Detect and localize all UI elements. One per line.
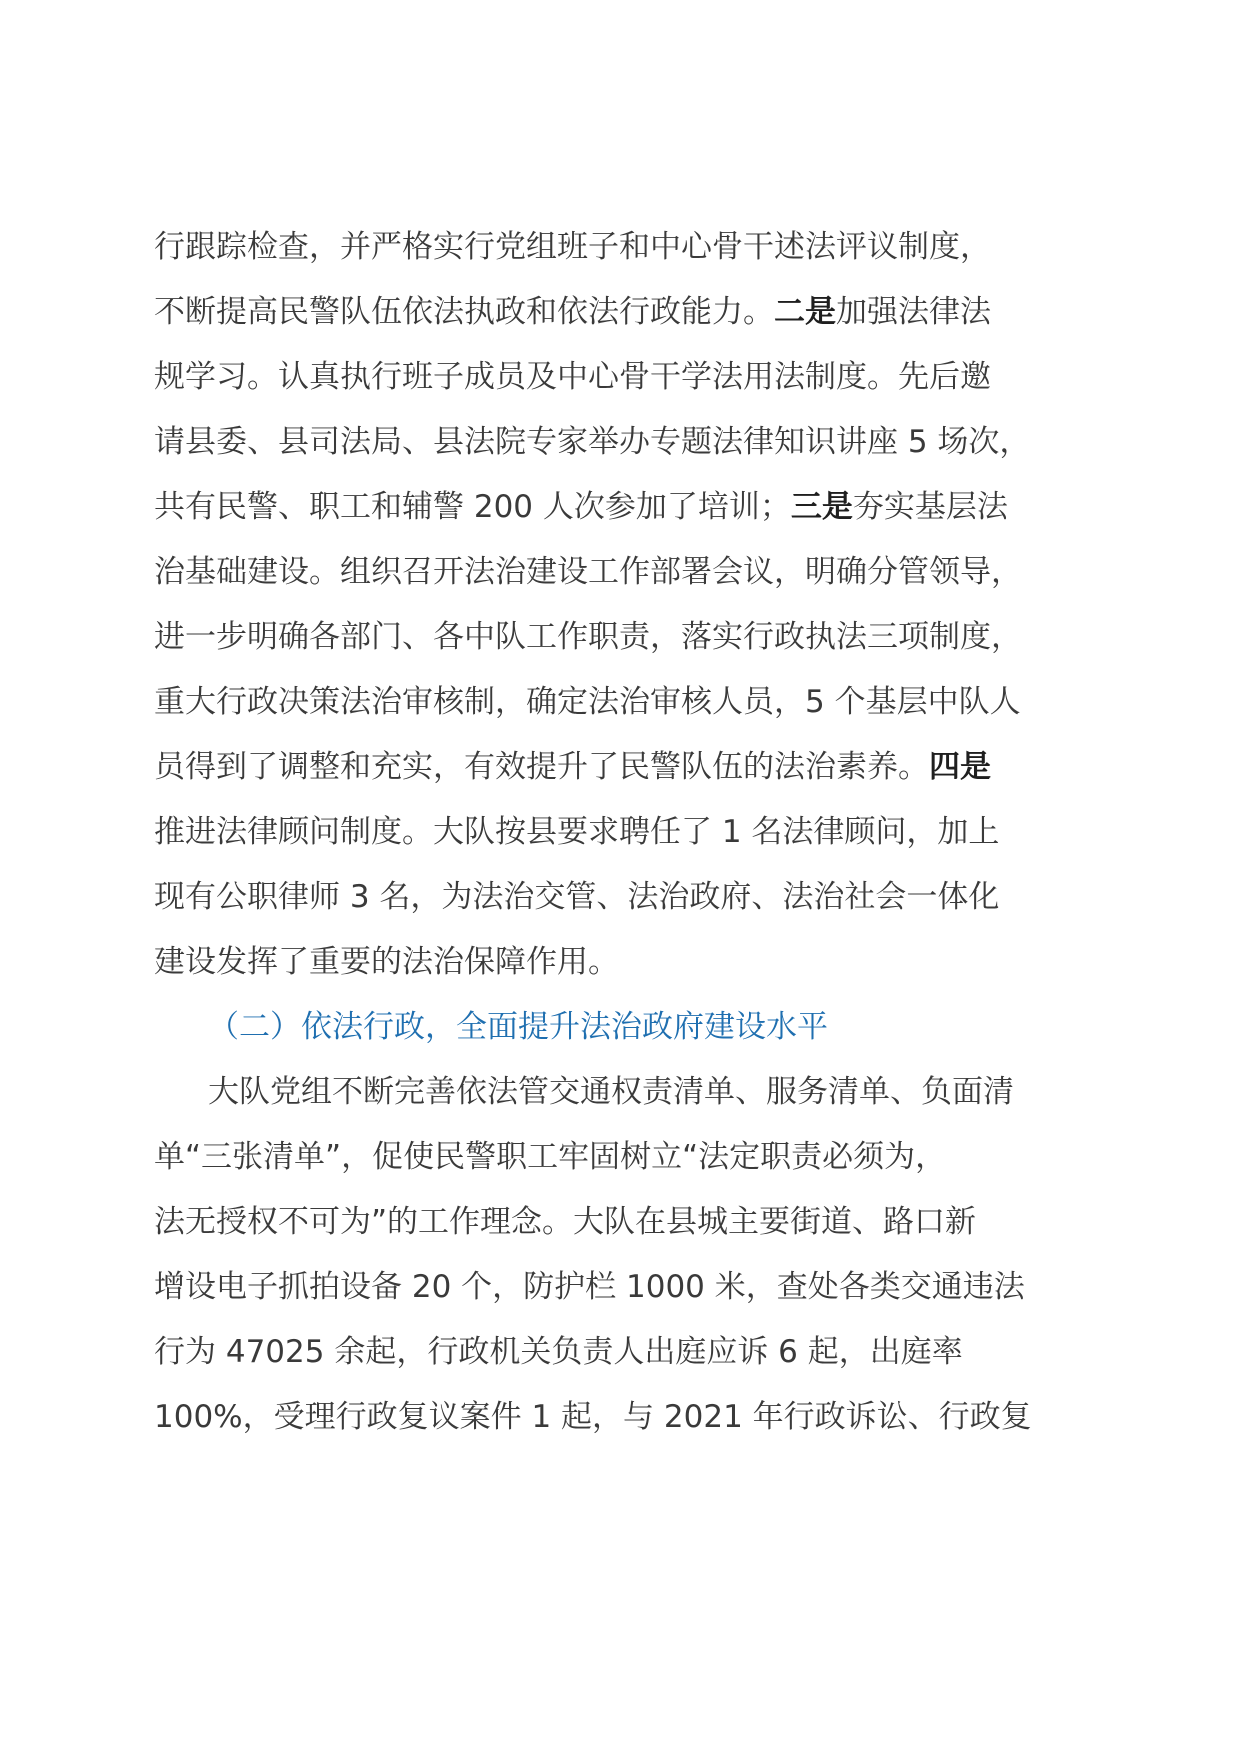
- text-line: [154, 865, 1094, 930]
- text-run: 加强法律法: [836, 294, 991, 330]
- text-line: [154, 475, 1094, 540]
- bold-marker: 三是: [790, 489, 853, 525]
- text-run: 增设电子抓拍设备 20 个，防护栏 1000 米，查处各类交通违法: [154, 1269, 1025, 1305]
- text-run: 夯实基层法: [852, 489, 1008, 525]
- text-line: [154, 345, 1094, 410]
- text-run: 请县委、县司法局、县法院专家举办专题法律知识讲座 5 场次，: [154, 424, 1031, 460]
- text-run: 法无授权不可为”的工作理念。大队在县城主要街道、路口新: [154, 1204, 977, 1240]
- text-line: [154, 280, 1094, 345]
- text-line: [154, 1190, 1094, 1255]
- text-line: [154, 800, 1094, 865]
- text-line: [154, 1060, 1094, 1125]
- text-line: [154, 1320, 1094, 1385]
- text-run: 进一步明确各部门、各中队工作职责，落实行政执法三项制度，: [154, 619, 1022, 655]
- bold-marker: 二是: [774, 294, 836, 330]
- section-heading: [154, 995, 1094, 1060]
- text-run: 治基础建设。组织召开法治建设工作部署会议，明确分管领导，: [154, 554, 1022, 590]
- text-line: [154, 1385, 1094, 1450]
- text-run: 100%，受理行政复议案件 1 起，与 2021 年行政诉讼、行政复: [154, 1399, 1032, 1435]
- text-line: [154, 1125, 1094, 1190]
- text-line: [154, 670, 1094, 735]
- bold-marker: 四是: [929, 749, 991, 785]
- text-line: [154, 735, 1094, 800]
- text-run: 员得到了调整和充实，有效提升了民警队伍的法治素养。: [154, 749, 929, 785]
- text-run: 规学习。认真执行班子成员及中心骨干学法用法制度。先后邀: [154, 359, 991, 395]
- text-line: [154, 605, 1094, 670]
- text-run: 共有民警、职工和辅警 200 人次参加了培训；: [154, 489, 791, 525]
- text-run: 重大行政决策法治审核制，确定法治审核人员，5 个基层中队人: [154, 684, 1021, 720]
- text-run: 不断提高民警队伍依法执政和依法行政能力。: [154, 294, 774, 330]
- text-line: [154, 1255, 1094, 1320]
- text-run: 行为 47025 余起，行政机关负责人出庭应诉 6 起，出庭率: [154, 1334, 963, 1370]
- text-line: [154, 540, 1094, 605]
- text-run: 建设发挥了重要的法治保障作用。: [154, 944, 619, 980]
- text-line: [154, 410, 1094, 475]
- text-run: 现有公职律师 3 名，为法治交管、法治政府、法治社会一体化: [154, 879, 1000, 915]
- text-line: [154, 215, 1094, 280]
- text-run: 行跟踪检查，并严格实行党组班子和中心骨干述法评议制度，: [154, 229, 991, 265]
- text-run: 大队党组不断完善依法管交通权责清单、服务清单、负面清: [208, 1074, 1014, 1110]
- text-run: 推进法律顾问制度。大队按县要求聘任了 1 名法律顾问，加上: [154, 814, 1000, 850]
- text-line: [154, 930, 1094, 995]
- text-run: 单“三张清单”，促使民警职工牢固树立“法定职责必须为，: [154, 1139, 947, 1175]
- body-text: [154, 215, 1094, 1450]
- section-heading-text: （二）依法行政，全面提升法治政府建设水平: [208, 1009, 828, 1045]
